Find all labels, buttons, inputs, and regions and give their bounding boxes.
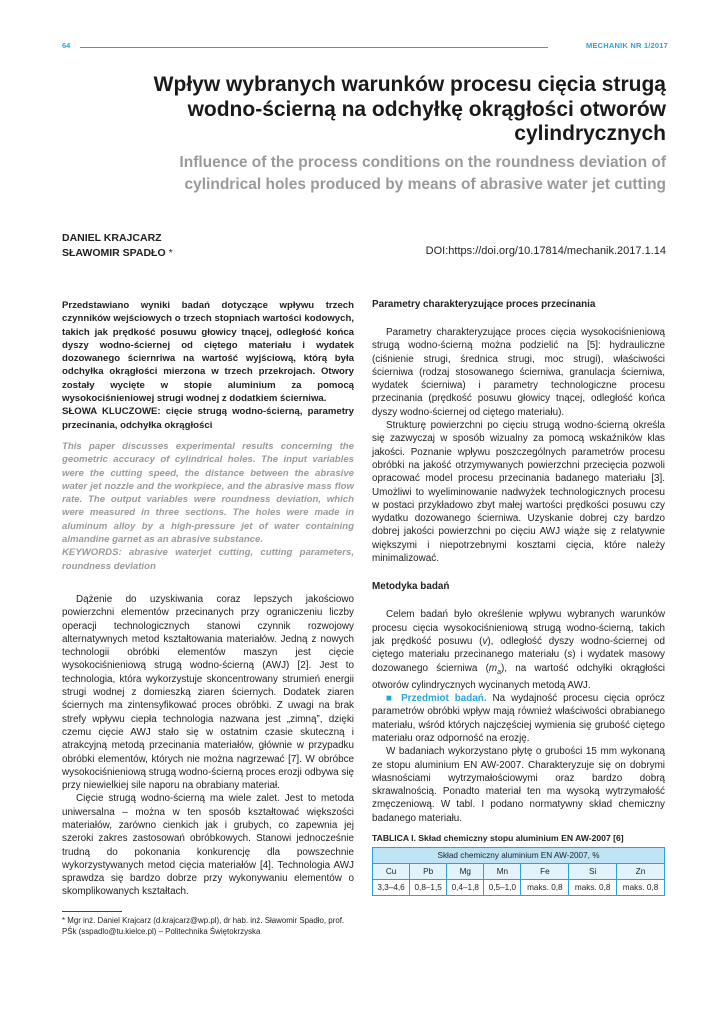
column-header: Si <box>569 864 617 880</box>
keywords-polish: SŁOWA KLUCZOWE: cięcie strugą wodno-ścierną, parametry przecinania, odchyłka okrągłości <box>62 406 354 431</box>
page-number: 64 <box>62 41 71 50</box>
intro-paragraph-1: Dążenie do uzyskiwania coraz lepszych jakościowo powierzchni elementów przecinanych przy ograniczeniu liczby operacji technologicznych stanowi czynnik rozwojowy alternatywnych metod kształtowania materiałów. Jedną z nowych technologii obróbki elementów maszyn jest cięcie wysokociśnieniową strugą wodno-ścierną (AWJ) [2]. Jest to technologia, która wykorzystuje skoncentrowany strumień energii strugi wodnej z domieszką ziaren ściernych. Dodatek ziaren ściernych ma zintensyfikować proces obróbki. Z uwagi na brak strefy wpływu ciepła technologia nazwana jest „zimną”, dzięki czemu cięcie AWJ stało się w ostatnim czasie skuteczną i atrakcyjną metodą przecinania materiałów, głównie w przypadku obróbki elementów, których nie można nagrzewać [7]. W obróbce wysokociśnieniową strugą wodno-ścierną proces erozji odbywa się przy niewielkiej sile naporu na obrabiany materiał. <box>62 593 355 792</box>
section-heading-parameters: Parametry charakteryzujące proces przecinania <box>372 299 596 310</box>
subject-paragraph: ■ Przedmiot badań. Na wydajność procesu cięcia oprócz parametrów obróbki wpływ mają również właściwości obrabianego materiału, wśród których najczęściej wymienia się grubość ciętego materiału oraz odporność na erozję. <box>372 693 665 744</box>
table-cell: maks. 0,8 <box>617 880 665 896</box>
page-header <box>62 40 668 54</box>
column-header: Cu <box>373 864 410 880</box>
abstract-english: This paper discusses experimental results concerning the geometric accuracy of cylindrical holes. The input variables were the cutting speed, the distance between the abrasive water jet nozzle and the workpiece, and the abrasive mass flow rate. The output variables were roundness deviation, which were measured in three sections. The holes were made in aluminum alloy by a high-pressure jet of water containing almandine garnet as an abrasive substance. KEYWORDS: abrasive waterjet cutting, cutting parameters, roundness deviation <box>62 440 354 572</box>
table-cell: 0,5–1,0 <box>484 880 521 896</box>
author-2: SŁAWOMIR SPADŁO <box>62 247 166 259</box>
table-cell: maks. 0,8 <box>569 880 617 896</box>
parameters-paragraph-2: Strukturę powierzchni po cięciu strugą wodno-ścierną określa się zazwyczaj w sposób wizualny za pomocą wskaźników klas jakości. Poznanie wpływu poszczególnych parametrów procesu obróbki na jakość otrzymywanych powierzchni przecięcia pozwoli opracować model procesu przecinania badanego materiału [3]. Umożliwi to wyeliminowanie nadwyżek technologicznych procesu w postaci przykładowo zbyt małej wartości prędkości posuwu czy wydatku dozowanego ścierniwa. Uzyskanie dobrej czy bardzo dobrej jakości powierzchni po cięciu AWJ wiąże się z relatywnie większymi i niepotrzebnymi kosztami cięcia, które należy minimalizować. <box>372 420 665 565</box>
table-cell: 0,8–1,5 <box>410 880 447 896</box>
table-caption: TABLICA I. Skład chemiczny stopu aluminium EN AW-2007 [6] <box>372 833 624 844</box>
title-polish: Wpływ wybranych warunków procesu cięcia strugą wodno-ścierną na odchyłkę okrągłości otworów cylindrycznych <box>153 73 666 145</box>
material-paragraph: W badaniach wykorzystano płytę o grubości 15 mm wykonaną ze stopu aluminium EN AW-2007. Charakteryzuje się on dobrymi własnościami wytrzymałościowymi oraz bardzo dobrą skrawalnością. Ponadto materiał ten ma wysoką wytrzymałość zmęczeniową. W tabl. I podano normatywny skład chemiczny badanego materiału. <box>372 746 665 824</box>
table-cell: 0,4–1,8 <box>447 880 484 896</box>
table-header: Skład chemiczny aluminium EN AW-2007, % <box>373 848 665 864</box>
author-footnote-mark: * <box>168 247 173 259</box>
column-header: Mn <box>484 864 521 880</box>
column-header: Zn <box>617 864 665 880</box>
right-column <box>372 299 665 896</box>
subsection-title: Przedmiot badań. <box>401 693 487 705</box>
doi-link[interactable]: DOI:https://doi.org/10.17814/mechanik.2017.1.14 <box>425 245 666 257</box>
title-english: Influence of the process conditions on the roundness deviation of cylindrical holes produced by means of abrasive water jet cutting <box>179 154 666 193</box>
methodology-paragraph-1: Celem badań było określenie wpływu wybranych warunków procesu cięcia wysokociśnieniową strugą wodno-ścierną, takich jak prędkość posuwu (v), odległość dyszy wodno-ściernej od ciętego materiału przecinanego materiału (s) i wydatek masowy dozowanego ścierniwa $(m_a)$, na wartość odchyłki okrągłości otworów cylindrycznych wycinanych metodą AWJ. <box>372 609 665 691</box>
table-cell: 3,3–4,6 <box>373 880 410 896</box>
journal-name: MECHANIK NR 1/2017 <box>586 41 668 50</box>
square-bullet-icon: ■ <box>386 693 396 705</box>
column-header: Fe <box>521 864 569 880</box>
abstract-polish: Przedstawiano wyniki badań dotyczące wpływu trzech czynników wejściowych o trzech stopniach wartości kodowych, takich jak prędkość posuwu głowicy tnącej, odległość końca dyszy wodno-ściernej od ciętego materiału i wydatek dozowanego ściernriwa na wartość wyjściową, którą była odchyłka okrągłości mierzona w trzech przekrojach. Otwory zostały wycięte w stopie aluminium za pomocą wysokociśnieniowej strugi wodnej z dodatkiem ścierniwa. SŁOWA KLUCZOWE: cięcie strugą wodno-ścierną, parametry przecinania, odchyłka okrągłości <box>62 300 354 431</box>
chemical-composition-table <box>372 847 665 896</box>
header-rule <box>80 47 548 48</box>
author-1: DANIEL KRAJCARZ <box>62 232 162 244</box>
column-header: Mg <box>447 864 484 880</box>
keywords-english: KEYWORDS: abrasive waterjet cutting, cutting parameters, roundness deviation <box>62 547 354 572</box>
parameters-paragraph-1: Parametry charakteryzujące proces cięcia wysokociśnieniową strugą wodno-ścierną można podzielić na [5]: hydrauliczne (ciśnienie strugi, średnica strugi, moc strugi), właściwości ścierniwa (rodzaj stosowanego ścierniwa, granulacja ścierniwa, wydatek ścierniwa) i parametry technologiczne procesu przecinania (prędkość posuwu głowicy tnącej, odległość końca dyszy wodno-ściernej od ciętego materiału). <box>372 327 665 418</box>
left-column <box>62 299 354 937</box>
author-footnote: * Mgr inż. Daniel Krajcarz (d.krajcarz@wp.pl), dr hab. inż. Sławomir Spadło, prof. PŚk (sspadlo@tu.kielce.pl) – Politechnika Świętokrzyska <box>62 915 345 936</box>
section-heading-methodology: Metodyka badań <box>372 581 450 593</box>
footnote-rule <box>62 911 122 912</box>
authors <box>62 231 173 261</box>
table-cell: maks. 0,8 <box>521 880 569 896</box>
column-header: Pb <box>410 864 447 880</box>
intro-paragraph-2: Cięcie strugą wodno-ścierną ma wiele zalet. Jest to metoda uniwersalna – można w ten sposób kształtować większości materiałów, zarówno cienkich jak i grubych, co zapewnia jej szeroki zakres zastosowań obróbkowych. Stanowi jednocześnie trudną do pokonania konkurencję dla powszechnie wykorzystywanych metod cięcia materiałów [4]. Technologia AWJ sprawdza się bardzo dobrze przy wykonywaniu elementów o skomplikowanych kształtach. <box>62 793 354 898</box>
